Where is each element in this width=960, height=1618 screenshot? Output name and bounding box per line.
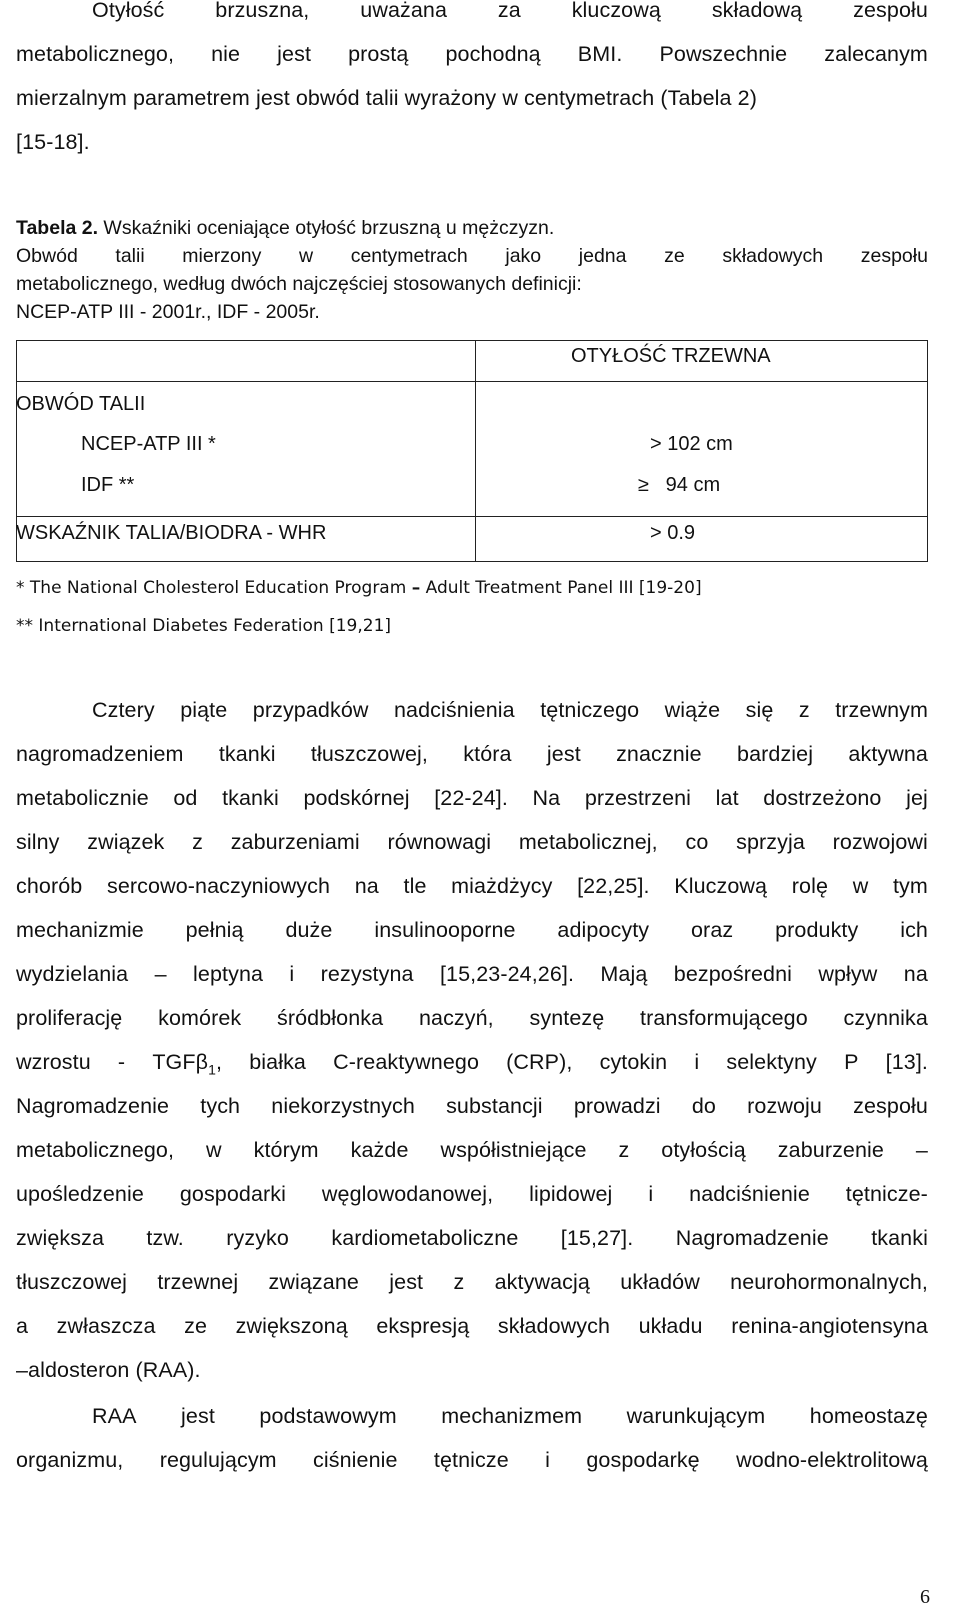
table-border-row (16, 516, 928, 517)
header-visceral-obesity: OTYŁOŚĆ TRZEWNA (571, 345, 771, 367)
table-title (16, 217, 554, 240)
word: miażdżycy (451, 874, 553, 898)
word: i (545, 1448, 551, 1472)
word: metabolicznej, (518, 830, 658, 854)
table-border-middle (475, 340, 476, 562)
word: [15,27]. (560, 1226, 634, 1250)
word: aktywna (848, 742, 928, 766)
l9-p: P (844, 1050, 859, 1074)
word: za (497, 0, 521, 22)
word: tzw. (146, 1226, 184, 1250)
word: ze (664, 245, 685, 267)
para2-line2 (16, 742, 928, 767)
word: metabolicznie (16, 786, 149, 810)
word: trzewnej (157, 1270, 239, 1294)
word: jej (906, 786, 928, 810)
word: organizmu, (16, 1448, 124, 1472)
word: tętnicze (433, 1448, 509, 1472)
word: warunkującym (626, 1404, 766, 1428)
waist-criteria-table (16, 340, 928, 562)
word: w (299, 245, 314, 267)
word: zalecanym (824, 42, 928, 66)
word: aktywacją (494, 1270, 590, 1294)
word: tych (200, 1094, 241, 1118)
word: pełnią (185, 918, 244, 942)
word: [22-24]. (434, 786, 508, 810)
word: co (685, 830, 709, 854)
footnote-ncep (16, 578, 702, 598)
l9-i: i (694, 1050, 700, 1074)
word: zwiększoną (235, 1314, 348, 1338)
table-title-text: Wskaźniki oceniające otyłość brzuszną u mężczyzn. (98, 217, 555, 239)
word: mierzony (182, 245, 262, 267)
word: BMI. (577, 42, 623, 66)
word: którym (253, 1138, 319, 1162)
word: jako (505, 245, 542, 267)
footnote-ncep-a: * The National Cholesterol Education Program (16, 578, 412, 598)
word: znacznie (616, 742, 702, 766)
tgf-subscript: 1 (208, 1061, 216, 1078)
footnote-dash: – (411, 578, 421, 598)
word: brzuszna, (215, 0, 310, 22)
word: do (691, 1094, 716, 1118)
word: z (618, 1138, 630, 1162)
para1-line3: mierzalnym parametrem jest obwód talii wyrażony w centymetrach (Tabela 2) (16, 86, 757, 110)
word: substancji (446, 1094, 543, 1118)
word: lat (715, 786, 739, 810)
word: gospodarkę (586, 1448, 700, 1472)
word: składową (711, 0, 803, 22)
word: [15,23-24,26]. (439, 962, 575, 986)
word: renina-angiotensyna (731, 1314, 928, 1338)
word: insulinooporne (374, 918, 516, 942)
para2-line7 (16, 962, 928, 987)
word: dostrzeżono (763, 786, 882, 810)
word: proliferację (16, 1006, 123, 1030)
word: komórek (158, 1006, 242, 1030)
word: zespołu (860, 245, 928, 267)
para2-line15 (16, 1314, 928, 1339)
word: leptyna (193, 962, 264, 986)
l9-tgf (152, 1050, 222, 1077)
para1-line2 (16, 42, 928, 67)
word: z (192, 830, 203, 854)
para2-line6 (16, 918, 928, 943)
word: jest (546, 742, 581, 766)
word: tkanki (218, 742, 276, 766)
word: tętniczego (540, 698, 640, 722)
word: ekspresją (376, 1314, 470, 1338)
idf-value (638, 474, 720, 497)
word: neurohormonalnych, (730, 1270, 928, 1294)
word: silny (16, 830, 60, 854)
word: składowych (497, 1314, 611, 1338)
word: wiąże (664, 698, 721, 722)
word: jedna (578, 245, 627, 267)
word: duże (285, 918, 333, 942)
word: na (354, 874, 379, 898)
word: z (453, 1270, 465, 1294)
word: rezystyna (320, 962, 414, 986)
footnote-ncep-b: Adult Treatment Panel III [19-20] (420, 578, 702, 598)
word: współistniejące (440, 1138, 587, 1162)
word: lipidowej (529, 1182, 613, 1206)
word: rozwojowi (832, 830, 928, 854)
word: prostą (348, 42, 409, 66)
word: i (648, 1182, 654, 1206)
word: zespołu (853, 1094, 928, 1118)
geq-symbol: ≥ (638, 474, 649, 496)
word: metabolicznego, (16, 42, 175, 66)
para3-line2 (16, 1448, 928, 1473)
word: która (463, 742, 512, 766)
word: Na (532, 786, 561, 810)
word: sprzyja (736, 830, 805, 854)
word: produkty (775, 918, 859, 942)
word: uważana (360, 0, 448, 22)
word: bardziej (737, 742, 814, 766)
word: podstawowym (259, 1404, 397, 1428)
word: składowych (722, 245, 824, 267)
word: zaburzenie (777, 1138, 884, 1162)
word: nadciśnienia (393, 698, 515, 722)
word: chorób (16, 874, 83, 898)
caption-line3: metabolicznego, według dwóch najczęściej stosowanych definicji: (16, 273, 582, 295)
para1-line4: [15-18]. (16, 130, 90, 154)
para2-line8 (16, 1006, 928, 1031)
table-border-right (927, 340, 928, 562)
word: węglowodanowej, (321, 1182, 494, 1206)
word: bezpośredni (673, 962, 793, 986)
word: układów (620, 1270, 700, 1294)
word: związane (268, 1270, 359, 1294)
whr-label: WSKAŹNIK TALIA/BIODRA - WHR (16, 522, 327, 544)
l9-cytokin: cytokin (599, 1050, 668, 1074)
word: Nagromadzenie (16, 1094, 170, 1118)
word: tkanki (222, 786, 279, 810)
l9-selektyny: selektyny (726, 1050, 817, 1074)
word: prowadzi (573, 1094, 661, 1118)
word: w (206, 1138, 222, 1162)
word: metabolicznego, (16, 1138, 175, 1162)
para2-line12 (16, 1182, 928, 1207)
word: ich (900, 918, 928, 942)
word: Otyłość (92, 0, 165, 22)
word: upośledzenie (16, 1182, 144, 1206)
word: rolę (791, 874, 829, 898)
word: Mają (600, 962, 648, 986)
l9-wzrostu: wzrostu (16, 1050, 91, 1074)
word: piąte (180, 698, 228, 722)
word: rozwoju (747, 1094, 822, 1118)
para2-line16: –aldosteron (RAA). (16, 1358, 201, 1382)
word: tłuszczowej, (310, 742, 428, 766)
page-number: 6 (920, 1586, 930, 1608)
word: wydzielania (16, 962, 129, 986)
word: niekorzystnych (271, 1094, 415, 1118)
word: trzewnym (835, 698, 928, 722)
word: sercowo-naczyniowych (107, 874, 331, 898)
word: równowagi (387, 830, 492, 854)
word: Cztery (92, 698, 155, 722)
table-border-header (16, 381, 928, 382)
word: oraz (691, 918, 734, 942)
caption-line4: NCEP-ATP III - 2001r., IDF - 2005r. (16, 301, 320, 323)
word: mechanizmie (16, 918, 144, 942)
waist-label: OBWÓD TALII (16, 393, 146, 415)
table-label: Tabela 2. (16, 217, 99, 239)
word: kluczową (571, 0, 661, 22)
word: tym (892, 874, 928, 898)
word: ciśnienie (313, 1448, 398, 1472)
word: Powszechnie (659, 42, 788, 66)
word: kardiometaboliczne (331, 1226, 519, 1250)
word: – (154, 962, 167, 986)
word: centymetrach (350, 245, 468, 267)
l9-crp: (CRP), (506, 1050, 573, 1074)
ncep-label: NCEP-ATP III * (81, 433, 216, 455)
l9-ref: [13]. (885, 1050, 928, 1074)
word: przypadków (252, 698, 369, 722)
word: Kluczową (674, 874, 768, 898)
para2-line3 (16, 786, 928, 811)
l9-comma: , (215, 1050, 223, 1074)
word: jest (389, 1270, 424, 1294)
word: [22,25]. (577, 874, 650, 898)
para2-line5 (16, 874, 928, 899)
word: przestrzeni (584, 786, 692, 810)
word: gospodarki (179, 1182, 287, 1206)
footnote-idf: ** International Diabetes Federation [19,21] (16, 616, 392, 636)
word: zwiększa (16, 1226, 105, 1250)
para2-line13 (16, 1226, 928, 1251)
word: transformującego (640, 1006, 808, 1030)
word: ze (184, 1314, 208, 1338)
word: nadciśnienie (689, 1182, 810, 1206)
word: tłuszczowej (16, 1270, 128, 1294)
ncep-value: > 102 cm (650, 433, 733, 455)
word: tkanki (871, 1226, 928, 1250)
l9-dash: - (117, 1050, 126, 1074)
word: z (798, 698, 810, 722)
word: tle (403, 874, 427, 898)
word: talii (115, 245, 145, 267)
para2-line14 (16, 1270, 928, 1295)
word: naczyń, (418, 1006, 494, 1030)
word: a (16, 1314, 29, 1338)
tgf-text: TGFβ (152, 1050, 209, 1074)
word: czynnika (843, 1006, 928, 1030)
caption-line2 (16, 245, 928, 268)
word: na (903, 962, 928, 986)
word: podskórnej (303, 786, 410, 810)
word: wodno-elektrolitową (736, 1448, 928, 1472)
word: każde (350, 1138, 409, 1162)
word: Nagromadzenie (675, 1226, 829, 1250)
table-border-top (16, 340, 928, 341)
word: regulującym (159, 1448, 277, 1472)
idf-value-text: 94 cm (665, 474, 721, 496)
para2-line1 (16, 698, 928, 723)
word: śródbłonka (277, 1006, 384, 1030)
word: układu (638, 1314, 703, 1338)
para1-line1 (16, 0, 928, 23)
para2-line9 (16, 1050, 928, 1077)
word: Obwód (16, 245, 78, 267)
l9-bialka: białka (249, 1050, 306, 1074)
word: w (852, 874, 869, 898)
word: zwłaszcza (56, 1314, 156, 1338)
word: się (745, 698, 774, 722)
word: syntezę (529, 1006, 605, 1030)
word: homeostazę (809, 1404, 928, 1428)
whr-value: > 0.9 (650, 522, 696, 544)
word: wpływ (818, 962, 878, 986)
word: – (915, 1138, 928, 1162)
word: zespołu (853, 0, 928, 22)
word: od (173, 786, 198, 810)
para3-line1 (16, 1404, 928, 1429)
word: ryzyko (226, 1226, 289, 1250)
table-border-bottom (16, 561, 928, 562)
word: tętnicze- (845, 1182, 928, 1206)
word: otyłością (661, 1138, 746, 1162)
word: zaburzeniami (230, 830, 360, 854)
word: RAA (92, 1404, 137, 1428)
l9-crp-name: C-reaktywnego (333, 1050, 480, 1074)
para2-line4 (16, 830, 928, 855)
word: nagromadzeniem (16, 742, 184, 766)
word: związek (87, 830, 165, 854)
word: jest (181, 1404, 215, 1428)
para2-line11 (16, 1138, 928, 1163)
word: adipocyty (557, 918, 650, 942)
word: mechanizmem (441, 1404, 583, 1428)
word: i (289, 962, 295, 986)
word: pochodną (445, 42, 541, 66)
para2-line10 (16, 1094, 928, 1119)
idf-label: IDF ** (81, 474, 135, 496)
word: nie (211, 42, 241, 66)
word: jest (277, 42, 312, 66)
